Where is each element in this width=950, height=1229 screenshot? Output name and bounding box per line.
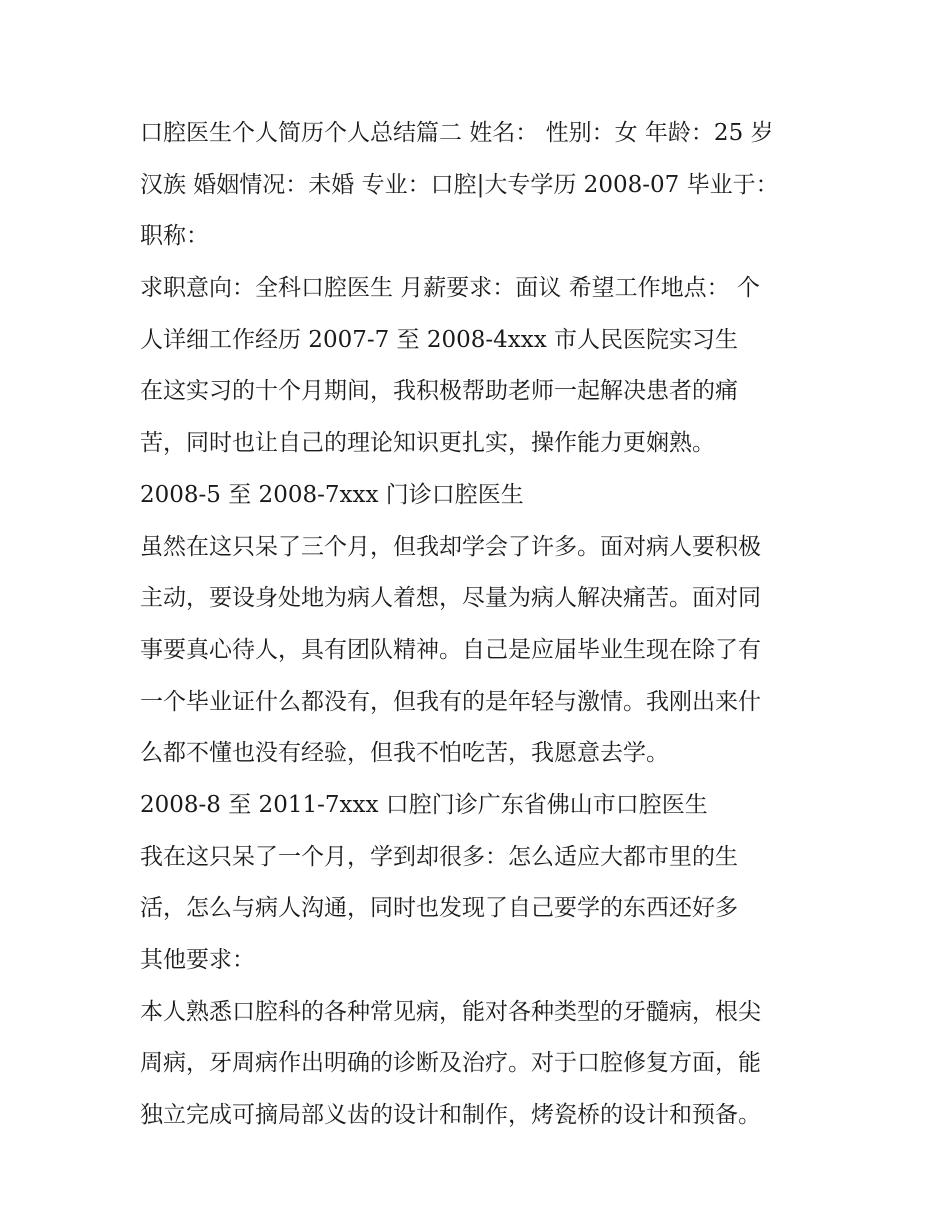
text-line-9: 虽然在这只呆了三个月，但我却学会了许多。面对病人要积极 <box>140 533 761 560</box>
text-line-15: 我在这只呆了一个月，学到却很多：怎么适应大都市里的生 <box>140 843 738 870</box>
text-line-8: 2008-5 至 2008-7xxx 门诊口腔医生 <box>140 481 524 508</box>
text-line-19: 周病，牙周病作出明确的诊断及治疗。对于口腔修复方面，能 <box>140 1050 761 1077</box>
text-line-17: 其他要求： <box>140 947 255 973</box>
text-line-12: 一个毕业证什么都没有，但我有的是年轻与激情。我刚出来什 <box>140 688 761 715</box>
text-line-5: 人详细工作经历 2007-7 至 2008-4xxx 市人民医院实习生 <box>140 326 739 353</box>
text-line-13: 么都不懂也没有经验，但我不怕吃苦，我愿意去学。 <box>140 740 669 767</box>
text-line-11: 事要真心待人，具有团队精神。自己是应届毕业生现在除了有 <box>140 636 761 663</box>
text-line-10: 主动，要设身处地为病人着想，尽量为病人解决痛苦。面对同 <box>140 585 761 612</box>
text-line-20: 独立完成可摘局部义齿的设计和制作，烤瓷桥的设计和预备。 <box>140 1102 761 1129</box>
resume-text-body <box>140 108 820 1142</box>
text-line-14: 2008-8 至 2011-7xxx 口腔门诊广东省佛山市口腔医生 <box>140 791 708 818</box>
text-line-2: 汉族 婚姻情况：未婚 专业：口腔|大专学历 2008-07 毕业于： <box>140 171 779 198</box>
text-line-4: 求职意向：全科口腔医生 月薪要求：面议 希望工作地点： 个 <box>140 275 760 302</box>
text-line-3: 职称： <box>140 223 209 250</box>
text-line-16: 活，怎么与病人沟通，同时也发现了自己要学的东西还好多 <box>140 895 738 922</box>
text-line-18: 本人熟悉口腔科的各种常见病，能对各种类型的牙髓病，根尖 <box>140 998 761 1025</box>
text-line-6: 在这实习的十个月期间，我积极帮助老师一起解决患者的痛 <box>140 378 738 405</box>
text-line-7: 苦，同时也让自己的理论知识更扎实，操作能力更娴熟。 <box>140 430 715 457</box>
text-line-1: 口腔医生个人简历个人总结篇二 姓名： 性别：女 年龄：25 岁 <box>140 120 774 146</box>
